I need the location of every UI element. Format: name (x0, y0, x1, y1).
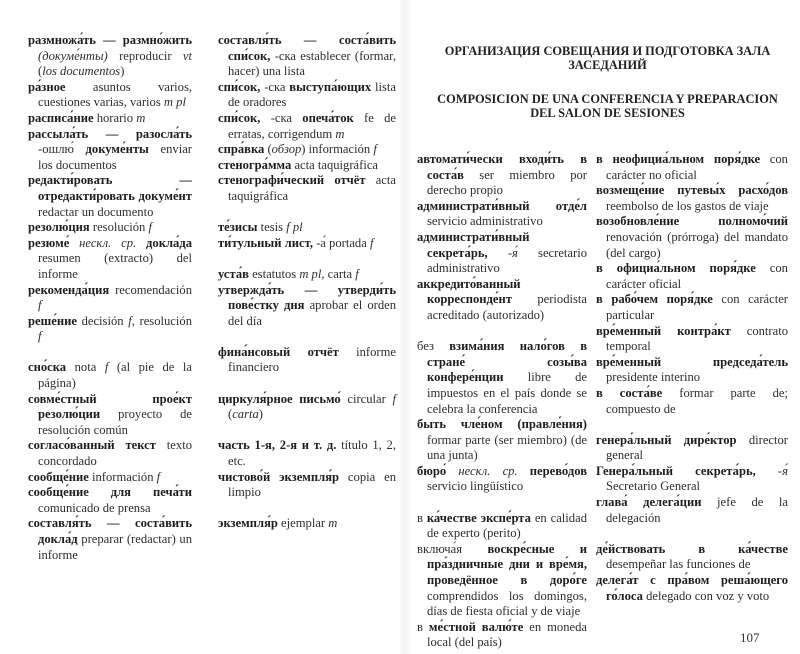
entry-translation: без (417, 339, 450, 354)
entry-translation: formar parte de; compuesto de (606, 385, 788, 416)
dictionary-entry (28, 80, 192, 111)
left-column-1 (28, 33, 192, 563)
entry-headword: администрати́вный секрета́рь, (417, 229, 530, 260)
entry-headword: генера́льный дире́ктор (596, 432, 737, 447)
dictionary-entry (417, 152, 587, 199)
entry-headword: циркуля́рное письмо́ (218, 391, 341, 406)
entry-grammar-note: f (38, 329, 42, 344)
entry-headword: в неофициа́льном поря́дке (596, 152, 761, 166)
dictionary-entry (417, 339, 587, 417)
dictionary-entry (218, 80, 396, 111)
right-column-1 (417, 152, 587, 651)
dictionary-entry (596, 386, 788, 417)
entry-translation: lista de oradores (228, 79, 396, 110)
dictionary-entry (28, 220, 192, 236)
entry-grammar-note: f (355, 266, 359, 281)
entry-translation: ser miembro por derecho propio (427, 167, 587, 198)
entry-headword: перево́дов (529, 463, 587, 478)
dictionary-entry (596, 573, 788, 604)
entry-headword: в рабо́чем поря́дке (596, 292, 713, 307)
entry-translation: ( (264, 142, 272, 157)
entry-headword: часть 1-я, 2-я и т. д. (218, 438, 337, 453)
entry-translation: en calidad de experto (perito) (427, 510, 587, 541)
entry-grammar-note: f (104, 360, 109, 375)
dictionary-entry (218, 345, 396, 376)
entry-translation: , carta (321, 266, 356, 281)
entry-grammar-note: vt (182, 48, 192, 63)
dictionary-entry (218, 158, 396, 174)
entry-headword: опеча́ток (302, 110, 354, 125)
dictionary-entry (218, 33, 396, 80)
entry-translation: в (417, 619, 429, 634)
entry-translation: estatutos (248, 266, 300, 281)
dictionary-entry (218, 220, 396, 236)
entry-translation: ejemplar (277, 516, 329, 531)
entry-translation: preparar (redactar) un informe (38, 532, 192, 562)
entry-headword: аккредито́ванный корреспонде́нт (417, 276, 521, 307)
dictionary-entry (596, 152, 788, 183)
entry-translation: proyecto de resolución común (38, 407, 192, 437)
dictionary-entry (28, 314, 192, 345)
dictionary-entry (596, 214, 788, 261)
dictionary-entry (218, 283, 396, 330)
entry-grammar-note: los documentos (42, 64, 121, 79)
entry-translation (756, 464, 778, 478)
entry-translation: redactar un documento (38, 204, 154, 219)
entry-headword: в официа́льном поря́дке (596, 261, 756, 276)
dictionary-entry (417, 417, 587, 464)
entry-headword: администрати́вный отде́л (417, 198, 587, 213)
entry-translation: -ска (260, 110, 303, 125)
entry-headword: вре́менный председа́тель (596, 354, 788, 369)
entry-translation: jefe de la delegación (606, 495, 788, 525)
dictionary-entry (218, 267, 396, 283)
dictionary-entry (596, 495, 788, 526)
entry-headword: выступа́ющих (289, 79, 372, 94)
entry-translation: texto concordado (38, 438, 192, 469)
entry-headword: чистово́й экземпля́р (218, 469, 340, 484)
entry-translation: ) información (301, 142, 374, 157)
dictionary-entry (218, 173, 396, 204)
entry-translation: copia en limpio (228, 469, 396, 500)
entry-translation: resolución (89, 220, 149, 235)
entry-translation: fe de erratas, corrigendum (228, 110, 396, 141)
entry-translation: acta taquigráfica (291, 157, 379, 172)
entry-headword: расписа́ние (28, 110, 94, 125)
entry-grammar-note: m pl (299, 266, 322, 281)
entry-grammar-note: f (369, 235, 374, 250)
entry-headword: быть чле́ном (правле́ния) (417, 417, 587, 432)
dictionary-entry (28, 236, 192, 283)
right-column-2 (596, 152, 788, 604)
entry-headword: спра́вка (218, 142, 265, 157)
entry-translation: asuntos varios, cuestiones varias, varios (38, 79, 192, 110)
entry-grammar-note: f (373, 142, 377, 157)
entry-translation: включа́я (417, 541, 488, 556)
entry-translation: -ошлю́ (38, 142, 86, 157)
entry-translation: con carácter no oficial (606, 152, 788, 182)
section-heading-spanish: COMPOSICION DE UNA CONFERENCIA Y PREPARACION DEL SALON DE SESIONES (437, 92, 778, 120)
entry-headword: составля́ть — соста́вить спи́сок, (218, 33, 396, 63)
book-gutter (398, 0, 412, 654)
entry-headword: размножа́ть — размно́жить (28, 33, 192, 47)
entry-grammar-note: -я́ (507, 245, 518, 260)
entry-grammar-note: f (156, 469, 161, 484)
dictionary-entry (417, 230, 587, 277)
entry-translation: título 1, 2, etc. (228, 438, 396, 469)
dictionary-entry (218, 236, 396, 252)
entry-headword: стеногра́мма (218, 157, 292, 172)
entry-translation: ( (228, 407, 233, 422)
entry-headword: сообще́ние для печа́ти (28, 485, 192, 500)
entry-translation: delegado con voz y voto (642, 588, 770, 603)
entry-translation: ) (258, 407, 263, 422)
dictionary-entry (28, 392, 192, 439)
dictionary-entry (218, 111, 396, 142)
entry-headword: докуме́нты (85, 142, 149, 157)
dictionary-entry (417, 542, 587, 620)
entry-grammar-note: f (128, 313, 132, 328)
entry-grammar-note: f (392, 391, 396, 406)
dictionary-entry (28, 111, 192, 127)
entry-translation: horario (93, 110, 137, 125)
dictionary-entry (417, 199, 587, 230)
dictionary-entry (28, 470, 192, 486)
entry-grammar-note: m (136, 110, 146, 125)
entry-headword: возмеще́ние путевы́х расхо́дов (596, 183, 788, 198)
dictionary-entry (218, 392, 396, 423)
dictionary-entry (417, 620, 587, 651)
entry-grammar-note: обзор (271, 142, 302, 157)
entry-translation: formar parte (ser miembro) (de una junta) (427, 432, 587, 463)
entry-translation: circular (340, 391, 393, 406)
entry-translation: periodista acreditado (autorizado) (427, 292, 587, 322)
entry-headword: ме́стной валю́те (428, 619, 524, 634)
entry-grammar-note: нескл. ср. (69, 235, 147, 250)
entry-translation: recomendación (109, 282, 192, 297)
entry-translation: nota (66, 360, 105, 375)
entry-headword: резюме́ (28, 235, 70, 250)
left-column-2 (218, 33, 396, 532)
entry-translation: , resolución (131, 313, 192, 328)
entry-grammar-note: carta (232, 407, 259, 422)
entry-translation: -ска (260, 79, 290, 94)
dictionary-entry (218, 142, 396, 158)
entry-headword: спи́сок, (218, 110, 261, 125)
dictionary-entry (596, 292, 788, 323)
entry-headword: вре́менный контра́кт (596, 323, 731, 338)
entry-translation: reproducir (107, 48, 183, 63)
entry-headword: докла́да (146, 235, 192, 250)
dictionary-entry (218, 470, 396, 501)
entry-translation: con carácter oficial (606, 261, 788, 291)
dictionary-entry (28, 438, 192, 469)
dictionary-entry (28, 485, 192, 516)
dictionary-entry (417, 511, 587, 542)
entry-headword: рассыла́ть — разосла́ть (28, 126, 192, 141)
entry-headword: фина́нсовый отчёт (218, 344, 339, 359)
entry-headword: ка́честве экспе́рта (426, 510, 531, 525)
entry-translation (488, 246, 508, 260)
entry-headword: реше́ние (28, 313, 77, 328)
entry-headword: бюро́ (417, 463, 447, 478)
entry-headword: согласо́ванный текст (28, 438, 156, 453)
entry-translation: servicio lingüístico (427, 479, 524, 494)
entry-translation: (al pie de la página) (38, 360, 192, 391)
entry-headword: глава́ делега́ции (596, 495, 702, 510)
entry-headword: Генера́льный секрета́рь, (596, 463, 756, 478)
entry-headword: составля́ть — соста́вить докла́д (28, 516, 192, 546)
dictionary-entry (596, 433, 788, 464)
entry-translation: desempeñar las funciones de (606, 557, 751, 572)
entry-headword: редакти́ровать — отредакти́ровать докуме́нт (28, 173, 192, 203)
dictionary-entry (417, 277, 587, 324)
entry-translation: ( (38, 64, 43, 79)
entry-translation: informe financiero (228, 344, 396, 375)
entry-translation: в (417, 510, 427, 525)
entry-grammar-note: (докуме́нты) (38, 48, 108, 63)
entry-headword: стенографи́ческий отчёт (218, 173, 366, 188)
dictionary-entry (596, 464, 788, 495)
dictionary-entry (596, 355, 788, 386)
entry-translation: reembolso de los gastos de viaje (606, 198, 769, 213)
entry-translation: libre de impuestos en el país donde se celebra la conferencia (427, 370, 587, 416)
entry-translation: ) (120, 64, 125, 79)
entry-headword: совме́стный прое́кт резолю́ции (28, 391, 192, 422)
entry-grammar-note: нескл. ср. (446, 463, 530, 478)
dictionary-entry (28, 173, 192, 220)
entry-translation: enviar los documentos (38, 142, 192, 172)
dictionary-entry (596, 183, 788, 214)
entry-translation: comprendidos los domingos, días de fiesta oficial y de viaje (427, 588, 587, 619)
dictionary-entry (218, 516, 396, 532)
entry-translation: renovación (prórroga) del mandato (del cargo) (606, 229, 788, 260)
entry-headword: де́йствовать в ка́честве (596, 541, 788, 556)
dictionary-entry (596, 261, 788, 292)
entry-headword: воскре́сные и пра́здничные дни и вре́мя, проведённое в доро́ге (427, 541, 587, 588)
entry-translation: comunicado de prensa (38, 500, 151, 515)
entry-translation: en moneda local (del país) (427, 619, 587, 650)
entry-headword: резолю́ция (28, 220, 90, 235)
entry-headword: экземпля́р (218, 516, 278, 531)
entry-translation: decisión (76, 313, 129, 328)
entry-headword: утвержда́ть — утверди́ть пове́стку дня (218, 282, 396, 313)
section-heading-russian: ОРГАНИЗАЦИЯ СОВЕЩАНИЯ И ПОДГОТОВКА ЗАЛА ЗАСЕДАНИЙ (444, 44, 771, 72)
entry-translation: con carácter particular (606, 292, 788, 322)
entry-translation: secretario administrativo (427, 245, 587, 276)
entry-grammar-note: f (38, 298, 42, 313)
page-number: 107 (740, 630, 760, 645)
entry-grammar-note: f (148, 220, 152, 235)
entry-headword: рекоменда́ция (28, 282, 110, 297)
entry-grammar-note: m (335, 126, 345, 141)
entry-translation: director general (606, 432, 789, 463)
entry-headword: ти́тульный лист, (218, 235, 313, 250)
entry-translation: Secretario General (606, 479, 701, 494)
dictionary-entry (28, 33, 192, 80)
entry-translation: resumen (extracto) del informe (38, 251, 192, 281)
entry-headword: возобновле́ние полномо́чий (596, 214, 788, 229)
entry-translation: -а́ portada (312, 235, 370, 250)
entry-headword: ра́зное (28, 79, 66, 94)
entry-headword: сообще́ние (28, 469, 89, 484)
entry-translation: tesis (257, 220, 287, 235)
entry-translation: acta taquigráfica (228, 173, 396, 203)
dictionary-entry (596, 324, 788, 355)
dictionary-entry (218, 438, 396, 469)
entry-headword: автомати́чески входи́ть в соста́в (417, 152, 587, 182)
dictionary-entry (28, 283, 192, 314)
entry-headword: в соста́ве (596, 385, 663, 400)
entry-translation: aprobar el orden del día (228, 298, 396, 328)
entry-grammar-note: f pl (286, 220, 303, 235)
dictionary-entry (28, 360, 192, 391)
entry-grammar-note: -я́ (777, 463, 788, 478)
entry-translation: presidente interino (606, 370, 701, 385)
entry-translation: -ска establecer (formar, hacer) una lista (228, 48, 396, 79)
entry-headword: сно́ска (28, 360, 67, 375)
entry-headword: взима́ния нало́гов в стране́ созы́ва конфере́нции (427, 339, 588, 385)
entry-grammar-note: m pl (163, 95, 186, 110)
entry-headword: те́зисы (218, 220, 258, 235)
entry-translation: servicio administrativo (427, 214, 543, 229)
entry-headword: уста́в (218, 266, 249, 281)
dictionary-entry (417, 464, 587, 495)
entry-headword: делега́т с пра́вом реша́ющего го́лоса (596, 573, 788, 603)
dictionary-entry (28, 127, 192, 174)
dictionary-entry (596, 542, 788, 573)
entry-translation: información (88, 469, 157, 484)
entry-grammar-note: m (328, 516, 338, 531)
entry-headword: спи́сок, (218, 79, 261, 94)
dictionary-entry (28, 516, 192, 563)
entry-translation: contrato temporal (606, 323, 788, 354)
